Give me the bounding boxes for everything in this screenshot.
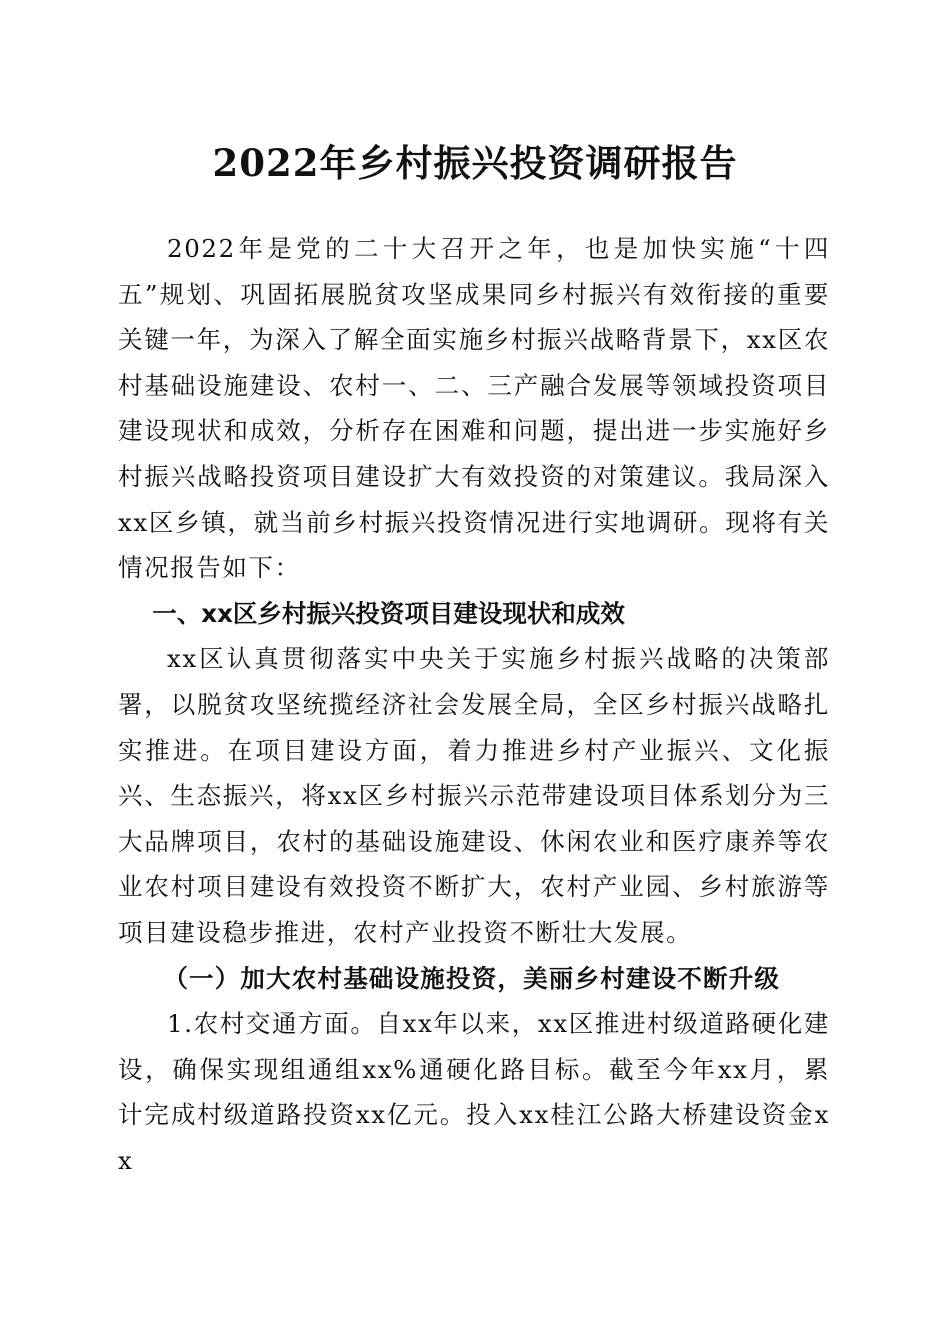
section-paragraph: xx区认真贯彻落实中央关于实施乡村振兴战略的决策部署，以脱贫攻坚统揽经济社会发展全局，全区乡村振兴战略扎实推进。在项目建设方面，着力推进乡村产业振兴、文化振兴、生态振兴，将xx区乡村振兴示范带建设项目体系划分为三大品牌项目，农村的基础设施建设、休闲农业和医疗康养等农业农村项目建设有效投资不断扩大，农村产业园、乡村旅游等项目建设稳步推进，农村产业投资不断壮大发展。	[118, 644, 830, 947]
intro-paragraph: 2022年是党的二十大召开之年，也是加快实施“十四五”规划、巩固拓展脱贫攻坚成果同乡村振兴有效衔接的重要关键一年，为深入了解全面实施乡村振兴战略背景下，xx区农村基础设施建设、农村一、二、三产融合发展等领域投资项目建设现状和成效，分析存在困难和问题，提出进一步实施好乡村振兴战略投资项目建设扩大有效投资的对策建议。我局深入xx区乡镇，就当前乡村振兴投资情况进行实地调研。现将有关情况报告如下：	[118, 234, 830, 583]
subsection-heading: （一）加大农村基础设施投资，美丽乡村建设不断升级	[163, 963, 781, 993]
item-paragraph: 1.农村交通方面。自xx年以来，xx区推进村级道路硬化建设，确保实现组通组xx%通硬化路目标。截至今年xx月，累计完成村级道路投资xx亿元。投入xx桂江公路大桥建设资金xx	[118, 1009, 830, 1175]
section-heading: 一、xx区乡村振兴投资项目建设现状和成效	[152, 598, 625, 628]
document-body	[118, 226, 830, 1183]
document-title: 2022年乡村振兴投资调研报告	[212, 141, 738, 185]
